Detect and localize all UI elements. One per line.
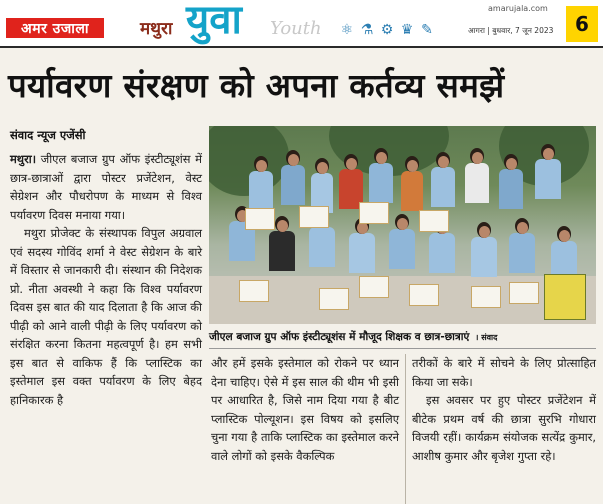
photo-caption <box>209 326 596 349</box>
page-number: 6 <box>566 6 598 42</box>
photo-caption-text: जीएल बजाज ग्रुप ऑफ इंस्टीट्यूशंस में मौजूद शिक्षक व छात्र-छात्राएं <box>209 331 470 343</box>
flask-icon: ⚗ <box>360 22 374 38</box>
pencil-icon: ✎ <box>421 22 433 38</box>
trophy-icon: ♛ <box>400 22 414 38</box>
article-headline: पर्यावरण संरक्षण को अपना कर्तव्य समझें <box>8 66 505 105</box>
city-label: मथुरा <box>140 19 173 39</box>
article-paragraph: तरीकों के बारे में सोचने के लिए प्रोत्साहित किया जा सके। <box>412 356 596 389</box>
article-lead-text: जीएल बजाज ग्रुप ऑफ इंस्टीट्यूशंस में छात्र-छात्राओं द्वारा पोस्टर प्रजेंटेशन, वेस्ट सेग्रेशन और पौधरोपण के माध्यम से विश्व पर्यावरण दिवस मनाया गया। <box>10 152 202 222</box>
paper-logo: अमर उजाला <box>6 18 104 38</box>
article-photo <box>209 126 596 324</box>
article-paragraph: और हमें इसके इस्तेमाल को रोकने पर ध्यान देना चाहिए। ऐसे में इस साल की थीम भी इसी पर आधारित है, जिसे नाम दिया गया है बीट प्लास्टिक पोल्यूशन। इस विषय को इसलिए चुना गया है ताकि प्लास्टिक का इस्तेमाल करने वाले लोगों को इसके वैकल्पिक <box>211 356 399 463</box>
atom-icon: ⚛ <box>340 22 354 38</box>
column-divider <box>405 354 406 504</box>
article-paragraph: मथुरा प्रोजेक्ट के संस्थापक विपुल अग्रवाल एवं सदस्य गोविंद शर्मा ने वेस्ट सेग्रेशन के बारे में विस्तार से जानकारी दी। संस्थान की निदेशक प्रो. नीता अवस्थी ने कहा कि विश्व पर्यावरण दिवस इस बात की याद दिलाता है कि आज की पीढ़ी को आने वाली पीढ़ी के लिए पर्यावरण को संरक्षित करना कितना महत्वपूर्ण है। हम सभी इस बात से वाकिफ हैं कि प्लास्टिक का इस्तेमाल इस वक्त पर्यावरण के लिए बेहद हानिकारक है <box>10 226 202 407</box>
photo-credit: । संवाद <box>475 332 498 342</box>
article-column-3 <box>412 354 596 465</box>
article-column-1 <box>10 150 202 409</box>
website-url: amarujala.com <box>488 4 548 13</box>
decorative-icons <box>340 22 434 38</box>
masthead <box>0 0 603 48</box>
gear-icon: ⚙ <box>380 22 394 38</box>
article-paragraph <box>10 150 202 224</box>
article-column-2 <box>211 354 399 465</box>
article-dateline: मथुरा। <box>10 152 37 166</box>
edition-date: आगरा | बुधवार, 7 जून 2023 <box>468 26 554 35</box>
section-title: युवा <box>186 0 242 43</box>
section-title-english: Youth <box>270 18 322 39</box>
article-byline: संवाद न्यूज एजेंसी <box>10 128 86 142</box>
article-paragraph: इस अवसर पर हुए पोस्टर प्रजेंटेशन में बीटेक प्रथम वर्ष की छात्रा सुरभि गोधारा विजयी रहीं। कार्यक्रम संयोजक सत्येंद्र कुमार, आशीष कुमार और बृजेश गुप्ता रहे। <box>412 393 596 463</box>
